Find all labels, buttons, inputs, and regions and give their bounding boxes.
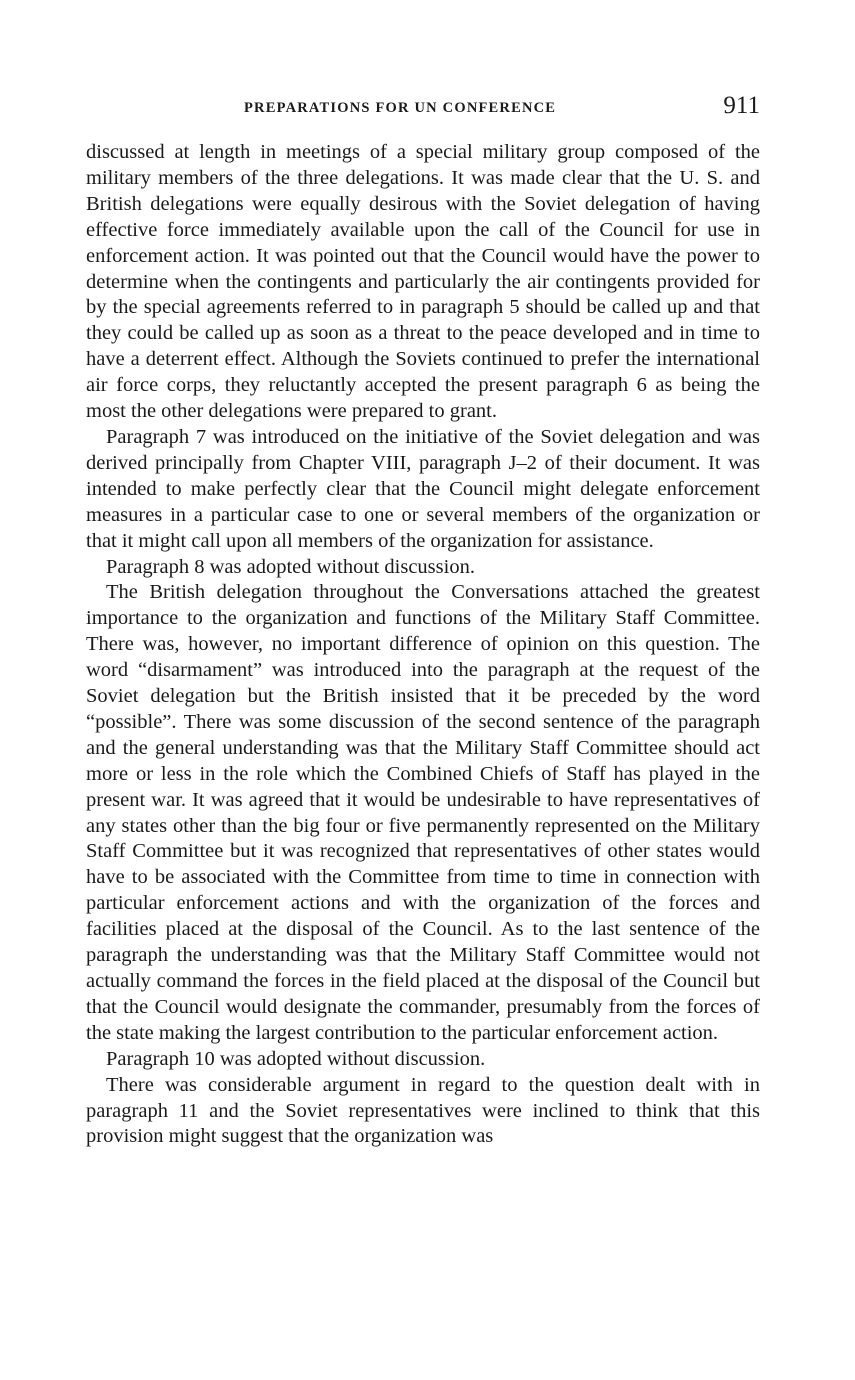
body-text — [86, 140, 760, 1150]
document-page — [86, 92, 760, 1150]
page-header — [86, 92, 760, 124]
military-staff-committee-discussion: The British delegation throughout the Conversations attached the greatest importance to the organization and functions of the Military Staff Committee. There was, however, no important difference of opinion on this question. The word “disarmament” was introduced into the paragraph at the request of the Soviet delegation but the British insisted that it be preceded by the word “possible”. There was some discussion of the second sentence of the paragraph and the general understanding was that the Military Staff Committee should act more or less in the role which the Combined Chiefs of Staff has played in the present war. It was agreed that it would be undesirable to have representatives of any states other than the big four or five permanently represented on the Military Staff Committee but it was recognized that representatives of other states would have to be associated with the Committee from time to time in connection with particular enforcement actions and with the organization of the forces and facilities placed at the disposal of the Council. As to the last sentence of the paragraph the understanding was that the Military Staff Committee would not actually command the forces in the field placed at the disposal of the Council but that the Council would designate the commander, presumably from the forces of the state making the largest contribution to the particular enforcement action. — [86, 581, 760, 1044]
paragraph-11-discussion: There was considerable argument in regard to the question dealt with in paragraph 11 and the Soviet representatives were inclined to think that this provision might suggest that the organization was — [86, 1073, 760, 1148]
running-head: PREPARATIONS FOR UN CONFERENCE — [244, 100, 557, 116]
page-number: 911 — [723, 92, 760, 119]
paragraph-7-discussion: Paragraph 7 was introduced on the initiative of the Soviet delegation and was derived principally from Chapter VIII, paragraph J–2 of their document. It was intended to make perfectly clear that the Council might delegate enforcement measures in a particular case to one or several members of the organization or that it might call upon all members of the organization for assistance. — [86, 425, 760, 552]
paragraph-continuation: discussed at length in meetings of a special military group composed of the military members of the three delegations. It was made clear that the U. S. and British delegations were equally desirous with the Soviet delegation of having effective force immediately available upon the call of the Council for use in enforcement action. It was pointed out that the Council would have the power to determine when the contingents and particularly the air contingents provided for by the special agreements referred to in paragraph 5 should be called up and that they could be called up as soon as a threat to the peace developed and in time to have a deterrent effect. Although the Soviets continued to prefer the international air force corps, they reluctantly accepted the present paragraph 6 as being the most the other delegations were prepared to grant. — [86, 141, 760, 423]
paragraph-10-note: Paragraph 10 was adopted without discussion. — [106, 1047, 486, 1070]
paragraph-8-note: Paragraph 8 was adopted without discussion. — [106, 555, 475, 578]
